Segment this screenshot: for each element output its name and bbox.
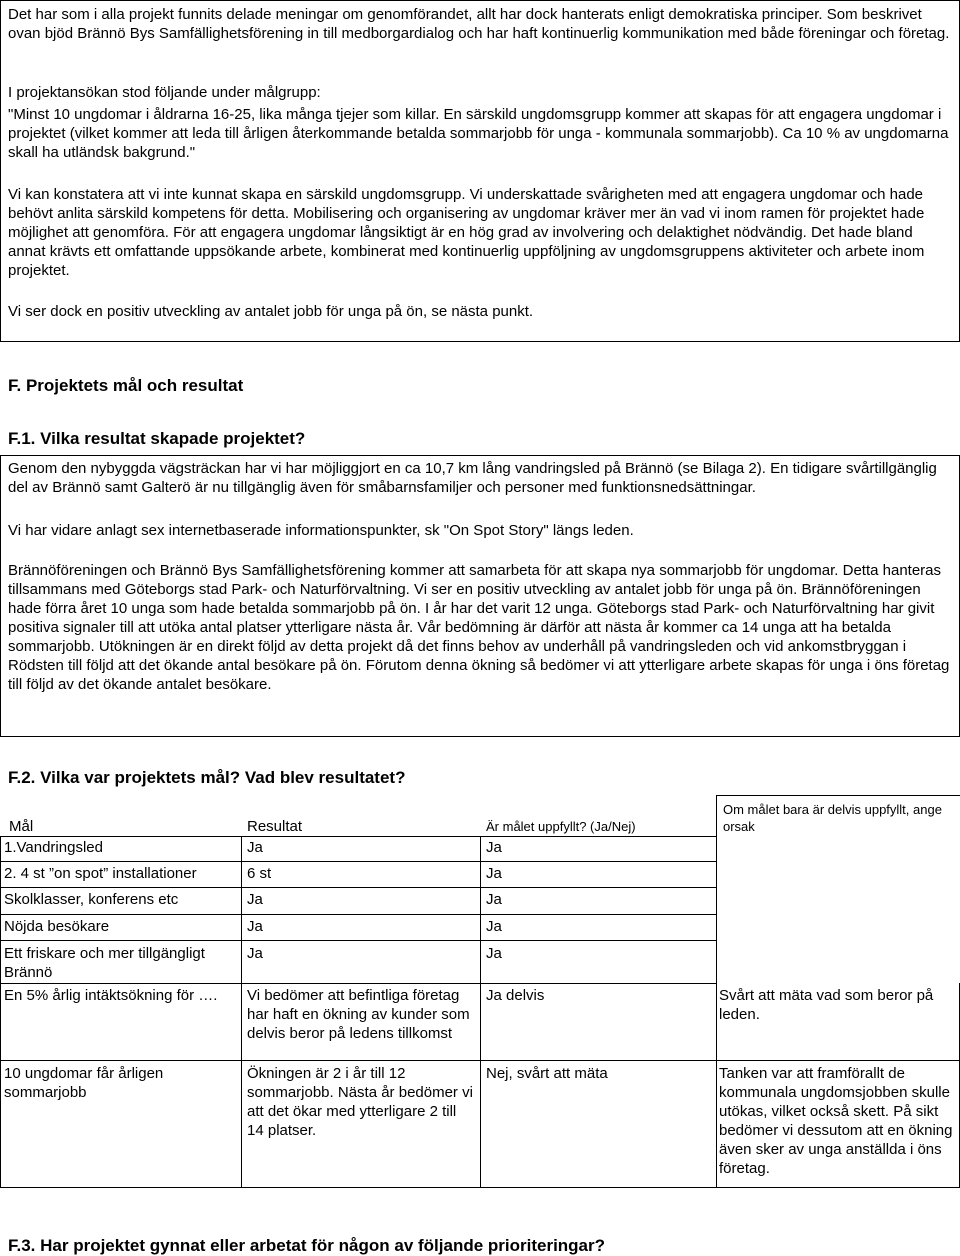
- header-fulfilled: Är målet uppfyllt? (Ja/Nej): [486, 819, 636, 834]
- row-7-fulfilled: Nej, svårt att mäta: [486, 1065, 608, 1082]
- row-6-reason: Svårt att mäta vad som beror på leden.: [719, 987, 934, 1023]
- row-2-fulfilled: Ja: [486, 865, 502, 882]
- row-2-result: 6 st: [247, 865, 272, 882]
- paragraph-positive-development: Vi ser dock en positiv utveckling av antalet jobb för unga på ön, se nästa punkt.: [8, 303, 534, 320]
- header-reason: Om målet bara är delvis uppfyllt, ange orsak: [723, 802, 942, 834]
- f1-paragraph-summer-jobs: Brännöföreningen och Brännö Bys Samfällighetsförening kommer att samarbeta för att skapa nya sommarjobb för ungdomar. Detta hanteras tillsammans med Göteborgs stad Park- och Naturförvaltning. Vi ser en positiv utveckling av antalet jobb för unga på ön. Brännöföreningen hade förra året 10 unga som hade betalda sommarjobb på ön. I år har det varit 12 unga. Göteborgs stad Park- och Naturförvaltning har givit positiva signaler till att utöka antal platser ytterligare nästa år. Vår bedömning är därför att nästa år kommer ca 14 unga att ha betalda sommarjobb. Utökningen är en direkt följd av detta projekt då det finns behov av underhåll på vandringsleden och vid ankomstbryggan i Rödsten till följd att det ökande antal besökare på ön. Förutom denna ökning så bedömer vi att ytterligare arbete skapas för unga i öns företag till följd av det ökande antalet besökare.: [8, 562, 950, 693]
- row-7-reason: Tanken var att framförallt de kommunala ungdomsjobben skulle utökas, vilket också skett. På sikt bedömer vi dessutom att en ökning även sker av unga anställda i öns företag.: [719, 1065, 953, 1177]
- f1-heading: F.1. Vilka resultat skapade projektet?: [8, 429, 306, 448]
- header-goal: Mål: [9, 818, 34, 835]
- row-1-result: Ja: [247, 839, 263, 856]
- row-6-fulfilled: Ja delvis: [486, 987, 545, 1004]
- row-4-goal: Nöjda besökare: [4, 918, 110, 935]
- paragraph-target-group-quote: "Minst 10 ungdomar i åldrarna 16-25, lika många tjejer som killar. En särskild ungdomsgrupp kommer att skapas för att engagera ungdomar i projektet (vilket kommer att leda till årligen återkommande betalda sommarjobb för unga - kommunala sommarjobb). Ca 10 % av ungdomarna skall ha utländsk bakgrund.": [8, 106, 949, 161]
- section-f-heading: F. Projektets mål och resultat: [8, 376, 244, 395]
- f1-paragraph-on-spot: Vi har vidare anlagt sex internetbaserade informationspunkter, sk "On Spot Story" längs leden.: [8, 522, 634, 539]
- section-e-box: [0, 0, 960, 342]
- row-7-goal: 10 ungdomar får årligen sommarjobb: [4, 1065, 164, 1101]
- row-3-goal: Skolklasser, konferens etc: [4, 891, 179, 908]
- paragraph-democracy: Det har som i alla projekt funnits delade meningar om genomförandet, allt har dock hanterats enligt demokratiska principer. Som beskrivet ovan bjöd Brännö Bys Samfällighetsförening in till medborgardialog och har haft kontinuerlig kommunikation med både föreningar och företag.: [8, 6, 950, 42]
- f2-heading: F.2. Vilka var projektets mål? Vad blev resultatet?: [8, 768, 406, 787]
- row-3-fulfilled: Ja: [486, 891, 502, 908]
- header-result: Resultat: [247, 818, 303, 835]
- f3-heading: F.3. Har projektet gynnat eller arbetat för någon av följande prioriteringar?: [8, 1236, 606, 1255]
- row-5-result: Ja: [247, 945, 263, 962]
- row-4-fulfilled: Ja: [486, 918, 502, 935]
- row-5-goal: Ett friskare och mer tillgängligt Brännö: [4, 945, 205, 981]
- row-1-fulfilled: Ja: [486, 839, 502, 856]
- row-5-fulfilled: Ja: [486, 945, 502, 962]
- row-2-goal: 2. 4 st ”on spot” installationer: [4, 865, 197, 882]
- row-3-result: Ja: [247, 891, 263, 908]
- f1-paragraph-trail: Genom den nybyggda vägsträckan har vi har möjliggjort en ca 10,7 km lång vandringsled på Brännö (se Bilaga 2). En tidigare svårtillgänglig del av Brännö samt Galterö är nu tillgänglig även för småbarnsfamiljer och personer med funktionsnedsättningar.: [8, 460, 937, 496]
- paragraph-target-group-intro: I projektansökan stod följande under målgrupp:: [8, 84, 321, 101]
- row-7-result: Ökningen är 2 i år till 12 sommarjobb. Nästa år bedömer vi att det ökar med ytterligare 2 till 14 platser.: [247, 1065, 473, 1139]
- row-6-result: Vi bedömer att befintliga företag har haft en ökning av kunder som delvis beror på ledens tillkomst: [247, 987, 470, 1042]
- row-6-goal: En 5% årlig intäktsökning för ….: [4, 987, 218, 1004]
- row-1-goal: 1.Vandringsled: [4, 839, 103, 856]
- row-4-result: Ja: [247, 918, 263, 935]
- paragraph-youth-group: Vi kan konstatera att vi inte kunnat skapa en särskild ungdomsgrupp. Vi underskattade svårigheten med att engagera ungdomar och hade behövt anlita särskild kompetens för detta. Mobilisering och organisering av ungdomar kräver mer än vad vi inom ramen för projektet hade möjlighet att genomföra. För att engagera ungdomar långsiktigt är en hög grad av involvering och delaktighet nödvändig. Det hade bland annat krävts ett omfattande uppsökande arbete, kombinerat med kontinuerlig uppföljning av ungdomsgruppens aktiviteter och arbete inom projektet.: [8, 186, 925, 279]
